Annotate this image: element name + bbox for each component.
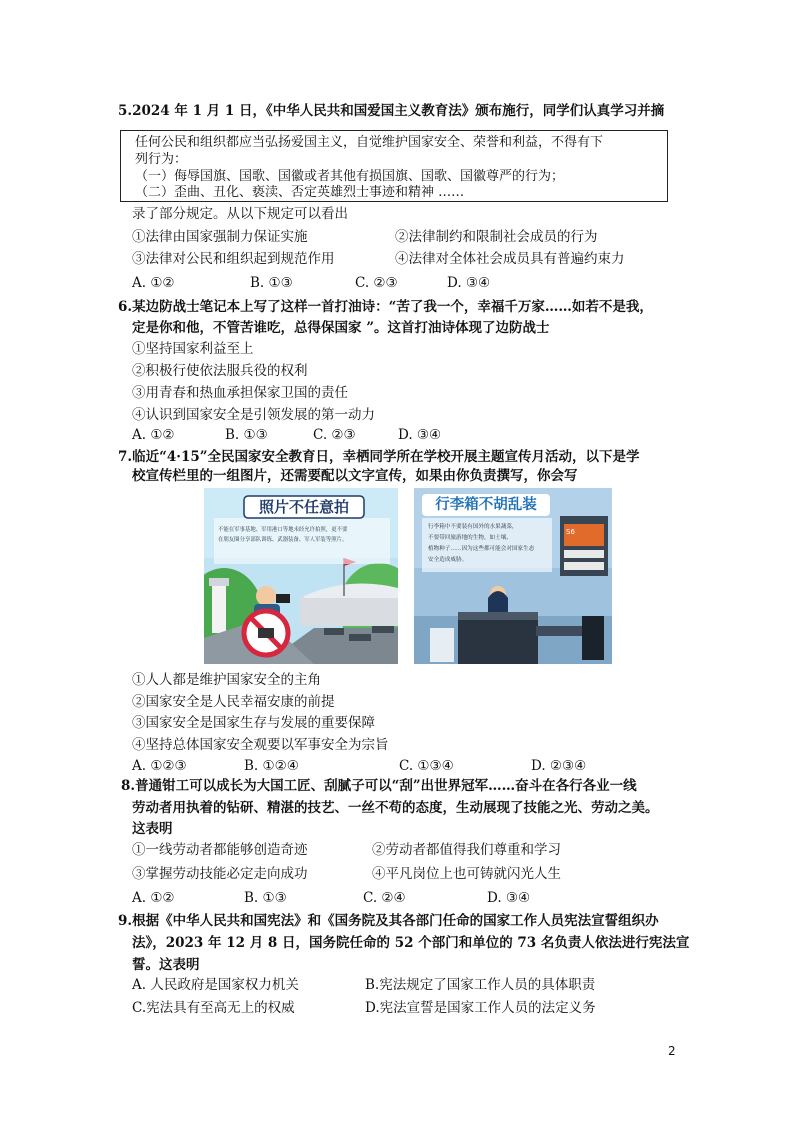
poster2-text-line-3: 植物种子……因为这些都可能会对国家生态 <box>428 546 535 552</box>
q7-choice-d: D. ②③④ <box>531 758 587 774</box>
q7-choice-a: A. ①②③ <box>132 758 187 774</box>
q9-option-b: B.宪法规定了国家工作人员的具体职责 <box>365 977 596 993</box>
q8-choice-b: B. ①③ <box>244 890 287 906</box>
q6-option-2: ②积极行使依法服兵役的权利 <box>132 363 308 379</box>
q9-stem-line-3: 誓。这表明 <box>132 957 200 973</box>
q7-stem-line-1: 7.临近“4·15”全民国家安全教育日，幸栖同学所在学校开展主题宣传月活动，以下是学 <box>118 449 640 465</box>
poster1-text-line-2: 在朋友圈分享部队训练、武器装备、军人军装等照片。 <box>218 537 348 543</box>
q6-stem-line-1: 6.某边防战士笔记本上写了这样一首打油诗：“苦了我一个，幸福千万家……如若不是我， <box>118 299 653 315</box>
q5-option-1: ①法律由国家强制力保证实施 <box>132 229 308 245</box>
poster1-title: 照片不任意拍 <box>258 498 349 516</box>
q5-box-line-4: （二）歪曲、丑化、亵渎、否定英雄烈士事迹和精神 …… <box>135 185 465 200</box>
q6-choice-a: A. ①② <box>132 427 175 443</box>
q8-option-2: ②劳动者都值得我们尊重和学习 <box>372 842 561 858</box>
q6-choice-d: D. ③④ <box>398 427 442 443</box>
q6-option-4: ④认识到国家安全是引领发展的第一动力 <box>132 407 375 423</box>
q8-stem-line-2: 劳动者用执着的钻研、精湛的技艺、一丝不苟的态度，生动展现了技能之光、劳动之美。 <box>132 800 659 816</box>
q7-option-1: ①人人都是维护国家安全的主角 <box>132 672 321 688</box>
q8-stem-line-1: 8.普通钳工可以成长为大国工匠、刮腻子可以“刮”出世界冠军……奋斗在各行各业一线 <box>121 778 637 794</box>
poster2-title: 行李箱不胡乱装 <box>435 497 537 513</box>
poster2-text-line-2: 不要带回旅游地的生物，如土壤、 <box>428 535 512 541</box>
q9-stem-line-1: 9.根据《中华人民共和国宪法》和《国务院及其各部门任命的国家工作人员宪法宣誓组织办 <box>118 913 659 929</box>
q5-option-4: ④法律对全体社会成员具有普遍约束力 <box>395 251 625 267</box>
poster1-text-line-1: 不能在军事基地、军用港口等地未经允许拍照，更不要 <box>218 527 348 533</box>
q5-box-line-2: 列行为： <box>135 152 188 167</box>
poster-luggage-restriction <box>414 488 612 664</box>
q5-choice-c: C. ②③ <box>355 275 398 291</box>
q7-option-3: ③国家安全是国家生存与发展的重要保障 <box>132 715 375 731</box>
q5-box-line-3: （一）侮辱国旗、国歌、国徽或者其他有损国旗、国歌、国徽尊严的行为； <box>135 169 565 184</box>
page-number: 2 <box>668 1044 676 1058</box>
q5-box-line-1: 任何公民和组织都应当弘扬爱国主义，自觉维护国家安全、荣誉和利益，不得有下 <box>135 135 604 150</box>
q5-option-2: ②法律制约和限制社会成员的行为 <box>395 229 598 245</box>
q9-stem-line-2: 法》，2023 年 12 月 8 日，国务院任命的 52 个部门和单位的 73 名负责人依法进行宪法宣 <box>132 935 690 951</box>
q9-option-a: A. 人民政府是国家权力机关 <box>132 977 299 993</box>
q6-stem-line-2: 定是你和他，不管苦谁吃，总得保国家 ”。这首打油诗体现了边防战士 <box>132 320 550 336</box>
q5-choice-a: A. ①② <box>132 275 175 291</box>
q8-choice-d: D. ③④ <box>487 890 531 906</box>
poster2-text-line-1: 行李箱中不要装有国外的水果蔬菜， <box>428 524 518 530</box>
q7-choice-c: C. ①③④ <box>399 758 454 774</box>
q7-option-4: ④坚持总体国家安全观要以军事安全为宗旨 <box>132 737 389 753</box>
poster-photo-restriction <box>204 488 398 664</box>
q6-choice-c: C. ②③ <box>313 427 356 443</box>
q8-option-4: ④平凡岗位上也可铸就闪光人生 <box>372 866 561 882</box>
q5-stem: 5.2024 年 1 月 1 日，《中华人民共和国爱国主义教育法》颁布施行，同学们认真学习并摘 <box>118 103 665 119</box>
poster2-text-line-4: 安全造成威胁。 <box>428 557 468 563</box>
poster2-screen-label: S6 <box>566 528 575 536</box>
q9-option-d: D.宪法宣誓是国家工作人员的法定义务 <box>365 1000 596 1016</box>
q6-option-3: ③用青春和热血承担保家卫国的责任 <box>132 385 348 401</box>
q5-stem-continued: 录了部分规定。从以下规定可以看出 <box>132 206 348 222</box>
q8-option-1: ①一线劳动者都能够创造奇迹 <box>132 842 308 858</box>
q8-choice-c: C. ②④ <box>363 890 406 906</box>
q6-choice-b: B. ①③ <box>225 427 268 443</box>
q8-stem-line-3: 这表明 <box>132 821 173 837</box>
q5-choice-d: D. ③④ <box>447 275 491 291</box>
q5-quote-box <box>120 130 668 202</box>
q7-choice-b: B. ①②④ <box>244 758 299 774</box>
q8-choice-a: A. ①② <box>132 890 175 906</box>
q5-option-3: ③法律对公民和组织起到规范作用 <box>132 251 335 267</box>
q7-option-2: ②国家安全是人民幸福安康的前提 <box>132 694 335 710</box>
q9-option-c: C.宪法具有至高无上的权威 <box>132 1000 295 1016</box>
q6-option-1: ①坚持国家利益至上 <box>132 341 254 357</box>
q5-choice-b: B. ①③ <box>250 275 293 291</box>
q7-stem-line-2: 校宣传栏里的一组图片，还需要配以文字宣传，如果由你负责撰写，你会写 <box>132 468 578 484</box>
q8-option-3: ③掌握劳动技能必定走向成功 <box>132 866 308 882</box>
